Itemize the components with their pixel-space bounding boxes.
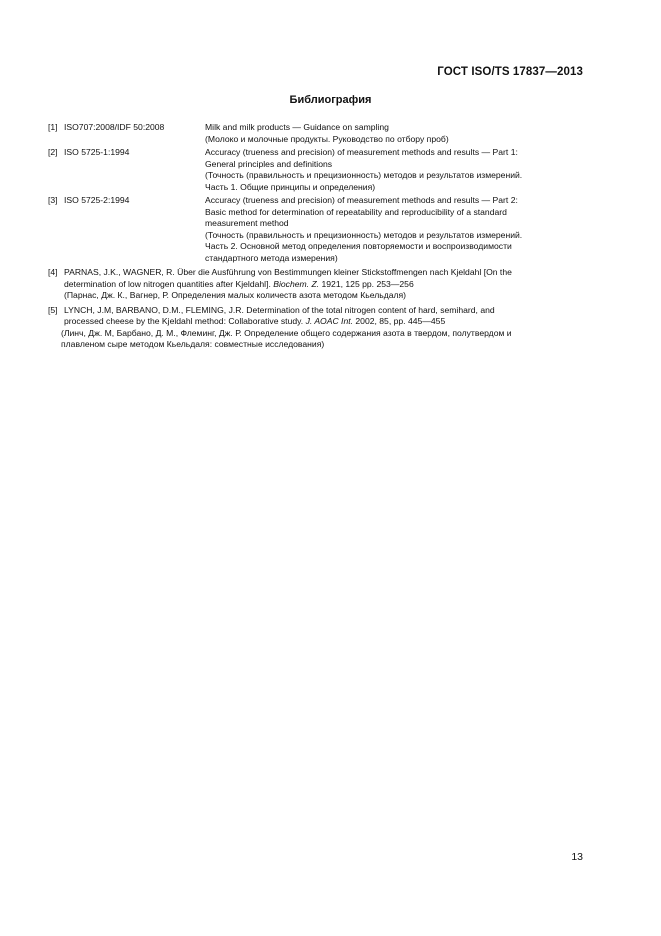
entry-text [205,122,583,145]
entry-line: Accuracy (trueness and precision) of measurement methods and results — Part 1: [205,147,518,157]
page-title: Библиография [289,94,372,106]
entry-line: (Точность (правильность и прецизионность) методов и результатов измерений. [205,229,523,240]
entry-authors-line: PARNAS, J.K., WAGNER, R. Über die Ausführung von Bestimmungen kleiner Stickstoffmengen nach Kjeldahl [On the [64,267,512,277]
entry-number: [2] [48,147,58,157]
standard-code-header: ГОСТ ISO/TS 17837—2013 [437,66,583,78]
entry-line: (Молоко и молочные продукты. Руководство по отбору проб) [205,133,449,144]
bibliography-list [48,122,583,353]
entry-journal: J. AOAC Int. [305,316,353,326]
entry-code: ISO 5725-2:1994 [64,195,130,205]
entry-line: Accuracy (trueness and precision) of measurement methods and results — Part 2: [205,195,518,205]
bibliography-entry-5 [48,305,583,351]
entry-line: (Точность (правильность и прецизионность) методов и результатов измерений. [205,170,523,180]
entry-text-part: determination of low nitrogen quantities after Kjeldahl]. [64,278,274,289]
entry-text [205,147,583,193]
entry-line [48,316,583,328]
entry-line: плавленом сыре методом Кьельдаля: совместные исследования) [61,339,325,349]
entry-line [48,267,583,279]
entry-line: стандартного метода измерения) [205,252,338,263]
entry-line: (Парнас, Дж. К., Вагнер, Р. Определения малых количеств азота методом Кьельдаля) [64,290,407,300]
page-number: 13 [571,851,583,863]
entry-journal: Biochem. Z. [273,278,320,289]
bibliography-entry-1 [48,122,583,145]
entry-line: measurement method [205,218,289,228]
entry-code: ISO707:2008/IDF 50:2008 [64,122,165,132]
entry-line: (Линч, Дж. М, Барбано, Д. М., Флеминг, Дж. Р. Определение общего содержания азота в твердом, полутвердом и [61,327,512,338]
entry-line: Часть 1. Общие принципы и определения) [205,181,376,192]
entry-line: Milk and milk products — Guidance on sampling [205,122,389,132]
entry-line [48,279,583,291]
entry-number: [5] [48,304,58,315]
entry-text-part: 2002, 85, pp. 445—455 [353,316,446,326]
entry-text-part: processed cheese by the Kjeldahl method: Collaborative study. [64,316,306,326]
entry-line [48,305,583,317]
entry-code: ISO 5725-1:1994 [64,147,130,157]
entry-line: General principles and definitions [205,158,333,169]
entry-text-part: 1921, 125 pp. 253—256 [319,278,414,289]
entry-number: [3] [48,195,58,205]
entry-line: Часть 2. Основной метод определения повторяемости и воспроизводимости [205,241,512,251]
entry-text [205,195,583,264]
bibliography-entry-4 [48,267,583,302]
bibliography-entry-3 [48,195,583,264]
entry-number: [1] [48,122,58,132]
entry-number: [4] [48,267,58,277]
entry-authors-line: LYNCH, J.M, BARBANO, D.M., FLEMING, J.R. Determination of the total nitrogen content of hard, semihard, and [64,304,495,315]
entry-line: Basic method for determination of repeatability and reproducibility of a standard [205,206,507,217]
bibliography-entry-2 [48,147,583,193]
